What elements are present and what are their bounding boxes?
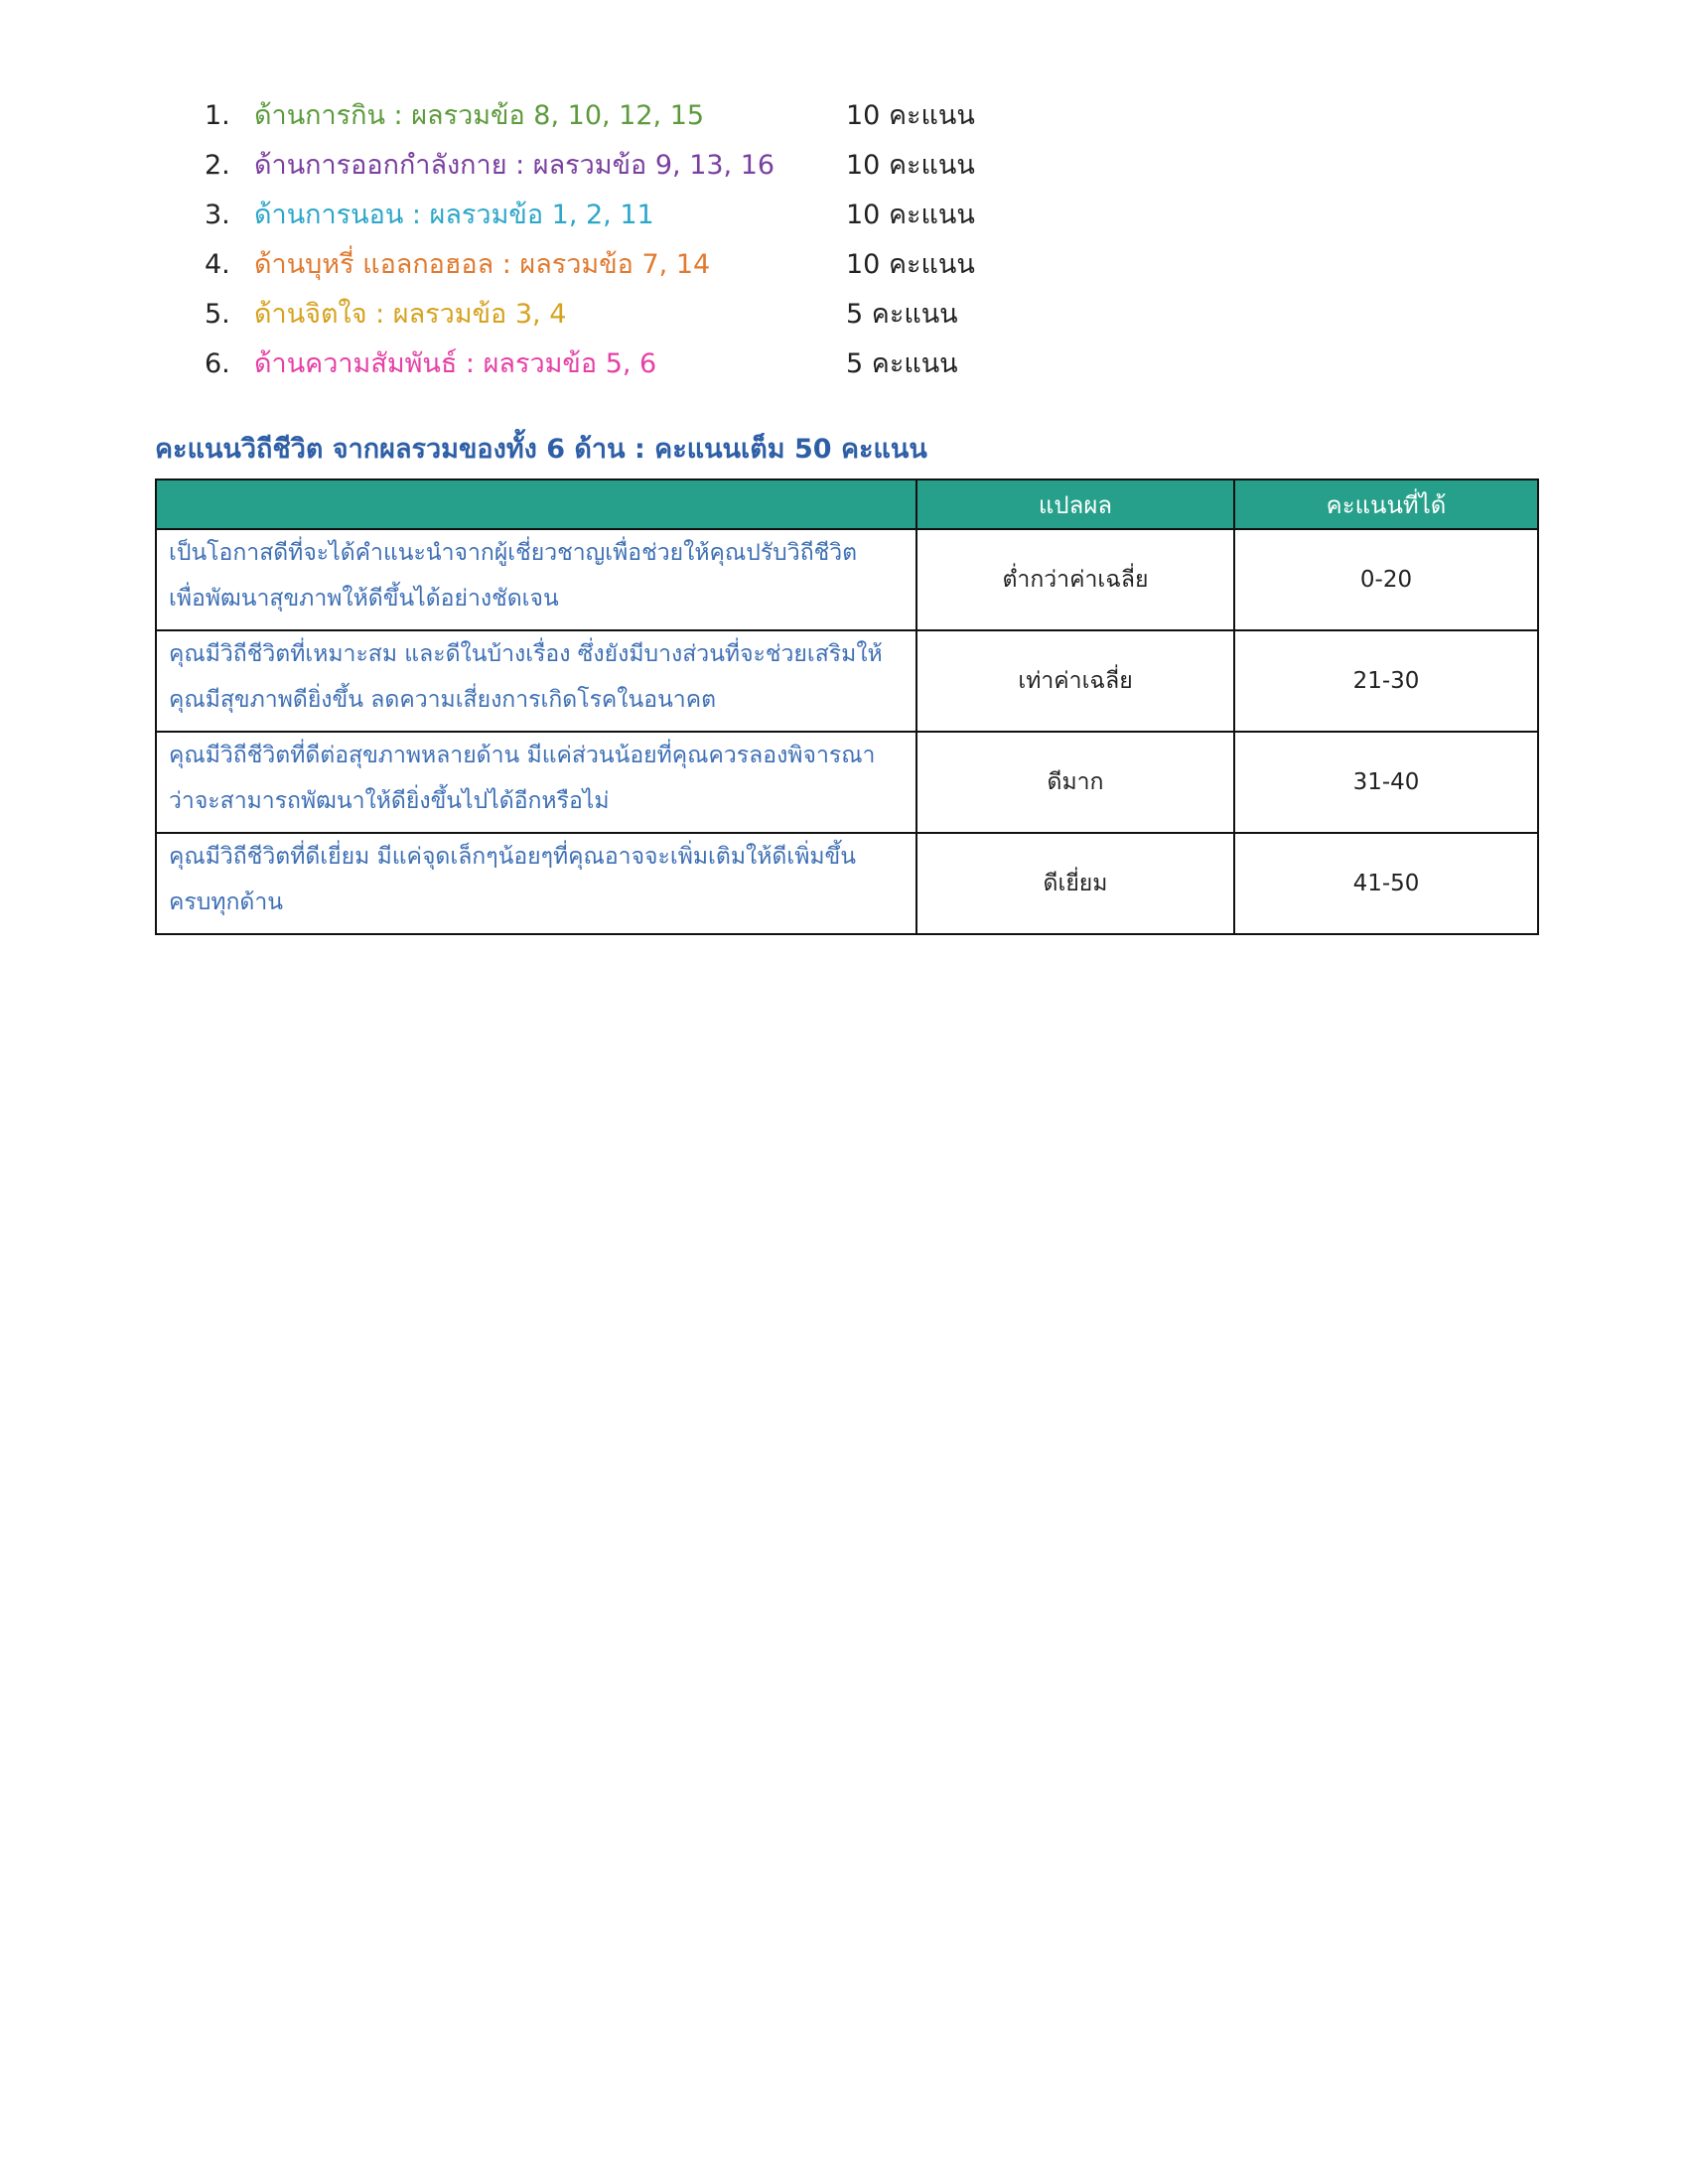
list-item-points: 5 คะแนน [846, 299, 958, 330]
list-item-label: ด้านการนอน : ผลรวมข้อ 1, 2, 11 [254, 200, 654, 230]
header-description [156, 479, 916, 529]
table-row [156, 833, 1538, 934]
list-item-label: ด้านบุหรี่ แอลกอฮอล : ผลรวมข้อ 7, 14 [254, 249, 711, 280]
score-range-cell: 0-20 [1234, 529, 1538, 630]
list-item-points: 10 คะแนน [846, 150, 975, 181]
score-range-cell: 21-30 [1234, 630, 1538, 732]
list-item-label: ด้านจิตใจ : ผลรวมข้อ 3, 4 [254, 299, 567, 330]
description-cell [156, 833, 916, 934]
description-line: คุณมีวิถีชีวิตที่ดีต่อสุขภาพหลายด้าน มีแค่ส่วนน้อยที่คุณควรลองพิจารณา [169, 743, 876, 768]
table-header-row [156, 479, 1538, 529]
score-interpretation-table [155, 478, 1539, 935]
description-line: คุณมีวิถีชีวิตที่ดีเยี่ยม มีแค่จุดเล็กๆน้อยๆที่คุณอาจจะเพิ่มเติมให้ดีเพิ่มขึ้น [169, 844, 856, 870]
list-item-points: 10 คะแนน [846, 100, 975, 131]
list-item [199, 290, 1092, 340]
description-line: เป็นโอกาสดีที่จะได้คำแนะนำจากผู้เชี่ยวชาญเพื่อช่วยให้คุณปรับวิถีชีวิต [169, 540, 858, 566]
score-range-cell: 31-40 [1234, 732, 1538, 833]
description-line: คุณมีสุขภาพดียิ่งขึ้น ลดความเสี่ยงการเกิดโรคในอนาคต [169, 687, 717, 713]
table-row [156, 630, 1538, 732]
list-item [199, 91, 1092, 141]
section-heading: คะแนนวิถีชีวิต จากผลรวมของทั้ง 6 ด้าน : คะแนนเต็ม 50 คะแนน [155, 434, 927, 465]
description-line: คุณมีวิถีชีวิตที่เหมาะสม และดีในบ้างเรื่อง ซึ่งยังมีบางส่วนที่จะช่วยเสริมให้ [169, 641, 883, 667]
description-cell [156, 529, 916, 630]
list-item-label: ด้านการกิน : ผลรวมข้อ 8, 10, 12, 15 [254, 100, 705, 131]
list-item-label: ด้านความสัมพันธ์ : ผลรวมข้อ 5, 6 [254, 348, 657, 379]
list-item-number: 5. [205, 299, 230, 330]
list-item [199, 191, 1092, 240]
interpretation-cell: ต่ำกว่าค่าเฉลี่ย [916, 529, 1234, 630]
list-item-number: 3. [205, 200, 230, 230]
list-item-points: 5 คะแนน [846, 348, 958, 379]
interpretation-cell: เท่าค่าเฉลี่ย [916, 630, 1234, 732]
list-item-number: 6. [205, 348, 230, 379]
list-item-label: ด้านการออกกำลังกาย : ผลรวมข้อ 9, 13, 16 [254, 150, 775, 181]
list-item-points: 10 คะแนน [846, 200, 975, 230]
score-list [199, 91, 1092, 389]
header-interpretation: แปลผล [916, 479, 1234, 529]
header-score-range: คะแนนที่ได้ [1234, 479, 1538, 529]
description-cell [156, 630, 916, 732]
list-item-number: 2. [205, 150, 230, 181]
interpretation-cell: ดีมาก [916, 732, 1234, 833]
description-cell [156, 732, 916, 833]
list-item-number: 4. [205, 249, 230, 280]
interpretation-cell: ดีเยี่ยม [916, 833, 1234, 934]
list-item [199, 340, 1092, 389]
list-item-points: 10 คะแนน [846, 249, 975, 280]
score-range-cell: 41-50 [1234, 833, 1538, 934]
description-line: ครบทุกด้าน [169, 889, 283, 915]
list-item [199, 240, 1092, 290]
description-line: เพื่อพัฒนาสุขภาพให้ดีขึ้นได้อย่างชัดเจน [169, 586, 559, 612]
table-row [156, 732, 1538, 833]
list-item-number: 1. [205, 100, 230, 131]
table-row [156, 529, 1538, 630]
description-line: ว่าจะสามารถพัฒนาให้ดียิ่งขึ้นไปได้อีกหรือไม่ [169, 788, 610, 814]
list-item [199, 141, 1092, 191]
